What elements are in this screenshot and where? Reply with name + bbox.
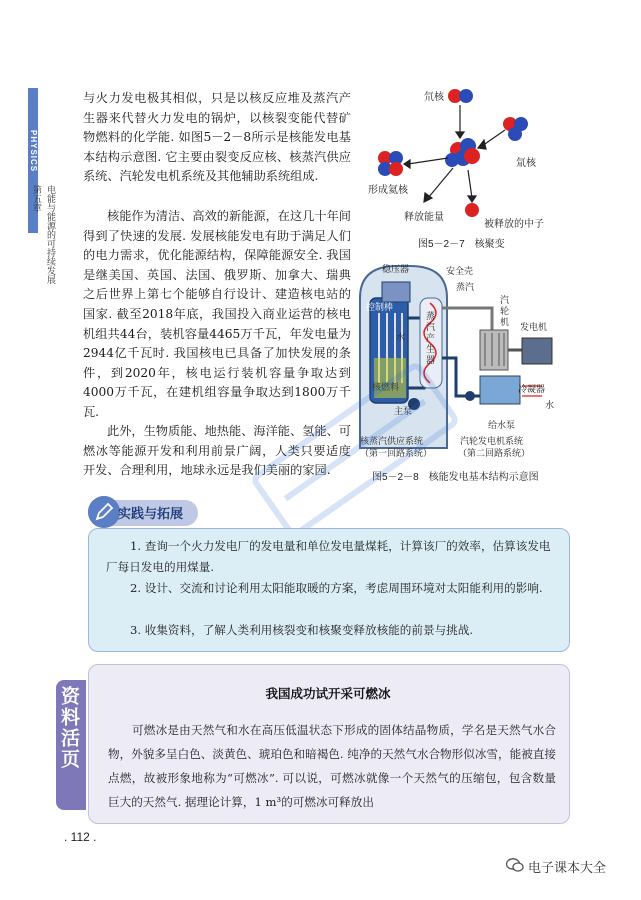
label-turbine: 汽轮机 xyxy=(500,296,510,328)
margin-chapter-title: 电能与能源的可持续发展 xyxy=(45,185,55,284)
label-pressurizer: 稳压器 xyxy=(382,265,410,275)
margin-physics-label: PHYSICS xyxy=(29,130,38,173)
info-title: 我国成功试开采可燃冰 xyxy=(265,686,391,701)
label-steam-generator: 蒸汽产生器 xyxy=(426,312,436,366)
condenser-icon xyxy=(480,376,520,404)
label-main-pump: 主泵 xyxy=(394,407,413,417)
label-water-2: 水 xyxy=(545,401,555,411)
neutron-icon xyxy=(465,203,479,217)
practice-item-2: 2. 设计、交流和讨论利用太阳能取暖的方案，考虑周围环境对太阳能利用的影响. xyxy=(130,581,543,595)
page-number: . 112 . xyxy=(64,830,97,844)
body-paragraph-3: 此外，生物质能、地热能、海洋能、氢能、可燃冰等能源开发和利用前景广阔，人类只要适度开发、合理利用，地球永远是我们美丽的家园. xyxy=(83,424,351,478)
stamp-watermark xyxy=(240,360,470,540)
figure-5-2-7-caption: 图5－2－7 核聚变 xyxy=(418,239,505,250)
wechat-icon xyxy=(506,856,524,874)
label-helium: 形成氦核 xyxy=(368,185,408,196)
label-control-rod: 控制棒 xyxy=(366,303,394,313)
label-deuterium: 氘核 xyxy=(424,92,444,103)
tritium-nucleus-icon xyxy=(503,117,528,141)
label-containment: 安全壳 xyxy=(446,267,474,277)
label-loop2: （第二回路系统） xyxy=(458,449,531,459)
label-feed-pump: 给水泵 xyxy=(488,421,516,431)
label-loop1: （第一回路系统） xyxy=(360,449,433,459)
info-body: 可燃冰是由天然气和水在高压低温状态下形成的固体结晶物质，学名是天然气水合物，外貌多呈白色、淡黄色、琥珀色和暗褐色. 纯净的天然气水合物形似冰雪，能被直接点燃，故被形象地称为“可燃冰”. 可以说，可燃冰就像一个天然气的压缩包，包含数量巨大的天然气. 据理论计算，1 m³的可燃冰可释放出 xyxy=(108,723,556,809)
label-neutron: 被释放的中子 xyxy=(484,219,544,230)
practice-title: 实践与拓展 xyxy=(118,507,184,522)
label-tritium: 氚核 xyxy=(516,158,536,169)
info-tab-label: 资料活页 xyxy=(58,686,80,770)
practice-item-3: 3. 收集资料，了解人类利用核裂变和核聚变释放核能的前景与挑战. xyxy=(130,623,474,637)
deuterium-nucleus-icon xyxy=(448,89,473,103)
label-fuel: 核燃料 xyxy=(372,383,400,393)
margin-chapter: 第五章 xyxy=(31,185,41,212)
label-nsss: 核蒸汽供应系统 xyxy=(360,437,424,447)
label-energy: 释放能量 xyxy=(404,212,444,223)
figure-5-2-8-caption: 图5－2－8 核能发电基本结构示意图 xyxy=(372,472,539,483)
pressurizer-icon xyxy=(382,282,410,302)
label-generator: 发电机 xyxy=(520,323,548,333)
label-tg: 汽轮发电机系统 xyxy=(460,437,524,447)
body-paragraph-2: 核能作为清洁、高效的新能源，在这几十年间得到了快速的发展. 发展核能发电有助于满足人们的电力需求，优化能源结构，保障能源安全. 我国是继美国、英国、法国、俄罗斯、加拿大、瑞典之后世界上第七个能够自行设计、建造核电站的国家. 截至2018年底，我国投入商业运营的核电机组共44台，装机容量4465万千瓦，年发电量为2944亿千瓦时. 我国核电已具备了加快发展的条件，到2020年，核电运行装机容量争取达到4000万千瓦，在建机组容量争取达到1800万千瓦. xyxy=(83,209,351,419)
practice-pencil-icon xyxy=(88,496,120,528)
label-condenser: 冷凝器 xyxy=(518,385,546,395)
helium-nucleus-icon xyxy=(378,151,403,176)
watermark-label: 电子课本大全 xyxy=(528,861,607,876)
practice-item-1: 1. 查询一个火力发电厂的发电量和单位发电量煤耗，计算该厂的效率，估算该发电厂每日发电的用煤量. xyxy=(106,539,551,574)
generator-icon xyxy=(522,338,552,364)
fusion-center-icon xyxy=(445,138,480,167)
body-paragraph-1: 与火力发电极其相似，只是以核反应堆及蒸汽产生器来代替火力发电的锅炉，以核裂变能代替矿物燃料的化学能. 如图5－2－8所示是核能发电基本结构示意图. 它主要由裂变反应核、核蒸汽供应系统、汽轮发电机系统及其他辅助系统组成. xyxy=(83,91,351,184)
steam-pipe xyxy=(442,308,492,330)
label-steam: 蒸汽 xyxy=(456,283,475,293)
label-water: 水 xyxy=(396,333,406,343)
